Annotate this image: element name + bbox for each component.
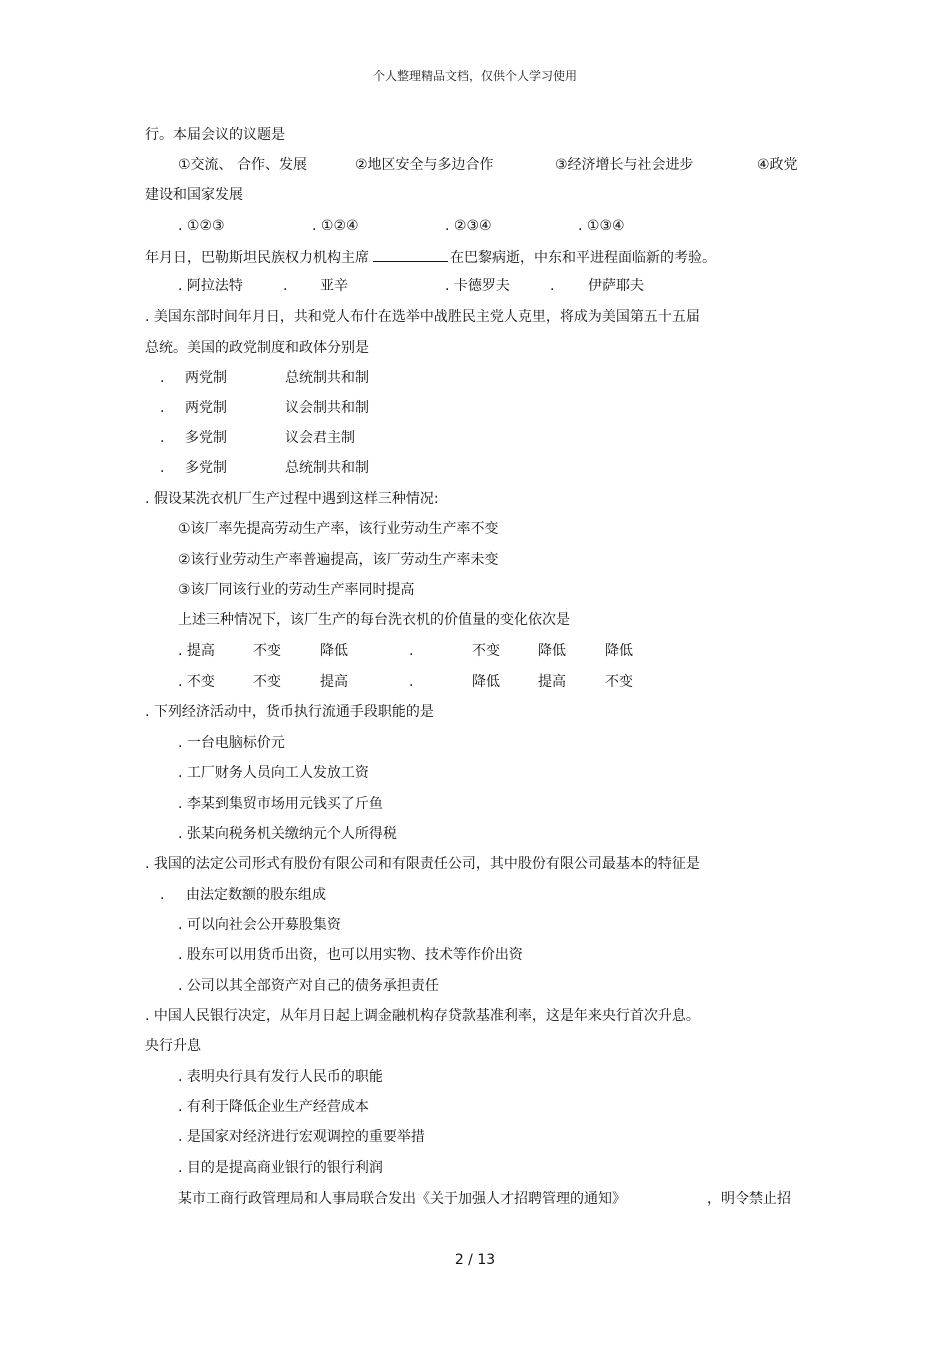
answer-choice: . 卡德罗夫: [445, 278, 510, 294]
answer-choice: 不变: [605, 674, 633, 690]
answer-choice: . 张某向税务机关缴纳元个人所得税: [178, 826, 397, 842]
question-line: [145, 247, 716, 267]
answer-choice: . 不变: [178, 674, 215, 690]
answer-choice: 不变: [253, 643, 281, 659]
answer-choice: . 公司以其全部资产对自己的债务承担责任: [178, 978, 439, 994]
text-line: 建设和国家发展: [145, 187, 243, 203]
answer-choice: 不变: [253, 674, 281, 690]
question-line: . 下列经济活动中，货币执行流通手段职能的是: [145, 704, 434, 720]
choice-marker: .: [160, 460, 165, 476]
question-text: 在巴黎病逝，中东和平进程面临新的考验。: [450, 250, 716, 266]
option-item: ③经济增长与社会进步: [555, 157, 694, 173]
answer-choice: . ②③④: [445, 218, 492, 234]
text-line: 总统。美国的政党制度和政体分别是: [145, 340, 369, 356]
choice-marker: .: [409, 643, 414, 659]
answer-choice: 议会制共和制: [285, 400, 369, 416]
text-line: 央行升息: [145, 1038, 201, 1054]
page-header: 个人整理精品文档，仅供个人学习使用: [372, 69, 577, 83]
question-text: 年月日，巴勒斯坦民族权力机构主席: [145, 250, 369, 266]
choice-marker: .: [550, 278, 555, 294]
answer-choice: 伊萨耶夫: [588, 278, 644, 294]
text-line: ②该行业劳动生产率普遍提高，该厂劳动生产率未变: [178, 552, 499, 568]
answer-blank: [373, 247, 448, 262]
answer-choice: . ①②③: [178, 218, 225, 234]
option-item: ④政党: [757, 157, 798, 173]
text-line: ，明令禁止招: [707, 1191, 791, 1207]
answer-choice: 多党制: [185, 460, 227, 476]
answer-choice: . 股东可以用货币出资，也可以用实物、技术等作价出资: [178, 947, 523, 963]
answer-choice: 总统制共和制: [285, 460, 369, 476]
answer-choice: 由法定数额的股东组成: [186, 887, 326, 903]
answer-choice: . ①②④: [312, 218, 359, 234]
answer-choice: 提高: [320, 674, 348, 690]
answer-choice: 提高: [538, 674, 566, 690]
choice-marker: .: [160, 370, 165, 386]
choice-marker: .: [160, 430, 165, 446]
answer-choice: . 表明央行具有发行人民币的职能: [178, 1069, 383, 1085]
answer-choice: . 有利于降低企业生产经营成本: [178, 1099, 369, 1115]
question-line: . 假设某洗衣机厂生产过程中遇到这样三种情况:: [145, 491, 439, 507]
answer-choice: . 可以向社会公开募股集资: [178, 917, 341, 933]
answer-choice: . 目的是提高商业银行的银行利润: [178, 1160, 383, 1176]
answer-choice: 两党制: [185, 370, 227, 386]
answer-choice: . 是国家对经济进行宏观调控的重要举措: [178, 1129, 425, 1145]
answer-choice: . 李某到集贸市场用元钱买了斤鱼: [178, 796, 383, 812]
question-line: . 中国人民银行决定，从年月日起上调金融机构存贷款基准利率，这是年来央行首次升息。: [145, 1008, 700, 1024]
text-line: ①该厂率先提高劳动生产率，该行业劳动生产率不变: [178, 521, 499, 537]
answer-choice: 降低: [538, 643, 566, 659]
text-line: 行。本届会议的议题是: [145, 127, 285, 143]
answer-choice: . 工厂财务人员向工人发放工资: [178, 765, 369, 781]
answer-choice: . ①③④: [578, 218, 625, 234]
answer-choice: . 一台电脑标价元: [178, 735, 285, 751]
answer-choice: 议会君主制: [285, 430, 355, 446]
choice-marker: .: [160, 887, 165, 903]
text-line: ③该厂同该行业的劳动生产率同时提高: [178, 582, 415, 598]
question-line: . 美国东部时间年月日，共和党人布什在选举中战胜民主党人克里，将成为美国第五十五届: [145, 309, 700, 325]
answer-choice: 两党制: [185, 400, 227, 416]
question-line: . 我国的法定公司形式有股份有限公司和有限责任公司，其中股份有限公司最基本的特征是: [145, 856, 700, 872]
text-line: 上述三种情况下，该厂生产的每台洗衣机的价值量的变化依次是: [178, 612, 570, 628]
answer-choice: 降低: [472, 674, 500, 690]
page-indicator: 2 / 13: [454, 1252, 496, 1268]
text-line: 某市工商行政管理局和人事局联合发出《关于加强人才招聘管理的通知》: [178, 1191, 626, 1207]
answer-choice: 降低: [320, 643, 348, 659]
answer-choice: 亚辛: [320, 278, 348, 294]
choice-marker: .: [283, 278, 288, 294]
choice-marker: .: [160, 400, 165, 416]
answer-choice: 多党制: [185, 430, 227, 446]
choice-marker: .: [409, 674, 414, 690]
answer-choice: 总统制共和制: [285, 370, 369, 386]
answer-choice: 降低: [605, 643, 633, 659]
answer-choice: 不变: [472, 643, 500, 659]
option-item: ②地区安全与多边合作: [355, 157, 494, 173]
answer-choice: . 提高: [178, 643, 215, 659]
option-item: ①交流、 合作、发展: [178, 157, 308, 173]
answer-choice: . 阿拉法特: [178, 278, 243, 294]
